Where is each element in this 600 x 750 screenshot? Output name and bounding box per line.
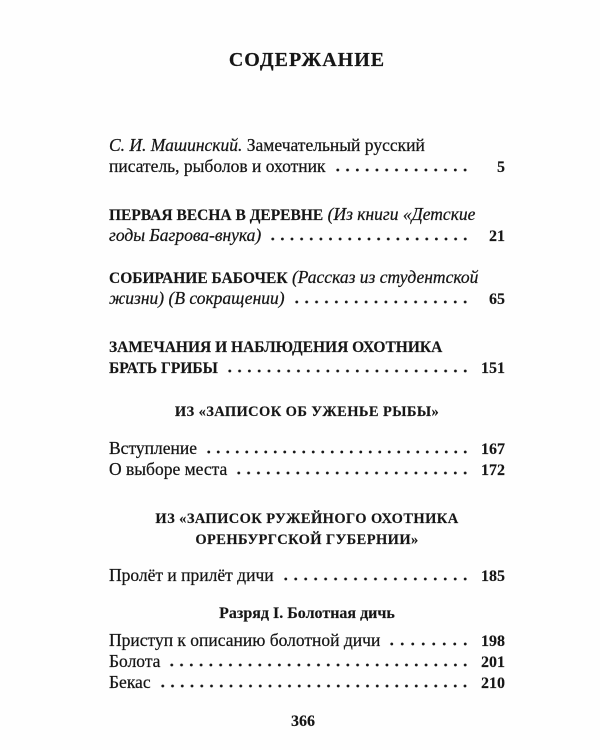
dot-leader	[292, 300, 470, 304]
entry-title: Болота	[109, 651, 161, 671]
entry-text	[109, 672, 151, 693]
title-block	[109, 47, 505, 73]
entry-note: (Из книги «Детские	[327, 204, 476, 224]
entry-note-abridged: (В сокращении)	[168, 288, 285, 308]
page-ref: 201	[481, 654, 505, 671]
entry-note: (Рассказ из студентской	[291, 267, 479, 287]
subsection-marsh-game	[109, 603, 505, 624]
entry-text	[109, 336, 442, 358]
entry-title: ЗАМЕЧАНИЯ И НАБЛЮДЕНИЯ ОХОТНИКА	[109, 339, 443, 356]
section-heading: ИЗ «ЗАПИСОК РУЖЕЙНОГО ОХОТНИКА	[155, 511, 459, 527]
toc-entry-line	[109, 267, 505, 288]
section-hunting-entries	[109, 565, 505, 586]
entry-text	[109, 288, 285, 309]
toc-entry-line	[109, 357, 505, 378]
entry-note: жизни)	[109, 288, 165, 308]
folio-block	[0, 711, 600, 733]
entry-text	[109, 156, 326, 177]
entry-text	[109, 651, 160, 672]
toc-entry-line	[109, 288, 505, 309]
page-title: СОДЕРЖАНИЕ	[228, 49, 386, 71]
toc-entry-line	[109, 204, 505, 225]
entry-text	[109, 135, 425, 156]
subsection-heading: Разряд I. Болотная дичь	[219, 605, 395, 622]
toc-entry	[109, 565, 505, 586]
toc-entry-hunter-notes	[109, 336, 505, 378]
page-ref: 172	[481, 462, 505, 479]
entry-text	[109, 204, 475, 226]
entry-title: Пролёт и прилёт дичи	[109, 565, 274, 585]
toc-entry	[109, 651, 505, 672]
toc-entry	[109, 630, 505, 651]
dot-leader	[333, 168, 471, 172]
entry-text	[109, 630, 380, 651]
entry-title: Приступ к описанию болотной дичи	[109, 630, 381, 650]
entry-title: Вступление	[109, 438, 197, 458]
entry-title: БРАТЬ ГРИБЫ	[109, 360, 218, 377]
section-fishing-entries	[109, 438, 505, 480]
page-ref: 21	[489, 228, 505, 245]
entry-text	[109, 357, 218, 379]
section-fishing	[109, 402, 505, 423]
page-ref: 5	[497, 159, 505, 176]
page-number: 366	[291, 713, 315, 730]
page-ref: 210	[481, 675, 505, 692]
dot-leader	[225, 369, 470, 373]
page-ref: 167	[481, 441, 505, 458]
page-ref: 198	[481, 633, 505, 650]
entry-title: О выборе места	[109, 459, 228, 479]
dot-leader	[158, 684, 470, 688]
toc-entry	[109, 459, 505, 480]
entry-text	[109, 225, 261, 246]
dot-leader	[268, 237, 470, 241]
entry-title: ПЕРВАЯ ВЕСНА В ДЕРЕВНЕ	[109, 207, 324, 224]
author-name: С. И. Машинский.	[109, 135, 243, 155]
entry-text	[109, 565, 274, 586]
dot-leader	[234, 471, 470, 475]
dot-leader	[167, 663, 470, 667]
toc-entry	[109, 438, 505, 459]
page-ref: 65	[489, 291, 505, 308]
toc-entry-butterflies	[109, 267, 505, 309]
entry-title: писатель, рыболов и охотник	[109, 156, 326, 176]
entry-title: Бекас	[109, 672, 151, 692]
section-heading: ОРЕНБУРГСКОЙ ГУБЕРНИИ»	[195, 532, 419, 548]
entry-title: Замечательный русский	[246, 135, 425, 155]
entry-text	[109, 267, 478, 289]
section-heading: ИЗ «ЗАПИСОК ОБ УЖЕНЬЕ РЫБЫ»	[174, 404, 440, 420]
entry-text	[109, 459, 227, 480]
page-ref: 151	[481, 360, 505, 377]
entry-note: годы Багрова-внука)	[109, 225, 262, 245]
entry-title: СОБИРАНИЕ БАБОЧЕК	[109, 270, 288, 287]
toc-entry-intro	[109, 135, 505, 177]
page-ref: 185	[481, 568, 505, 585]
toc-entry-line	[109, 225, 505, 246]
toc-entry-line	[109, 336, 505, 357]
dot-leader	[204, 450, 470, 454]
dot-leader	[281, 577, 470, 581]
toc-entry-line	[109, 156, 505, 177]
entry-text	[109, 438, 197, 459]
toc-entry-first-spring	[109, 204, 505, 246]
toc-entry-line	[109, 135, 505, 156]
section-hunting	[109, 509, 505, 551]
subsection-marsh-game-entries	[109, 630, 505, 693]
toc-entry	[109, 672, 505, 693]
dot-leader	[387, 642, 470, 646]
